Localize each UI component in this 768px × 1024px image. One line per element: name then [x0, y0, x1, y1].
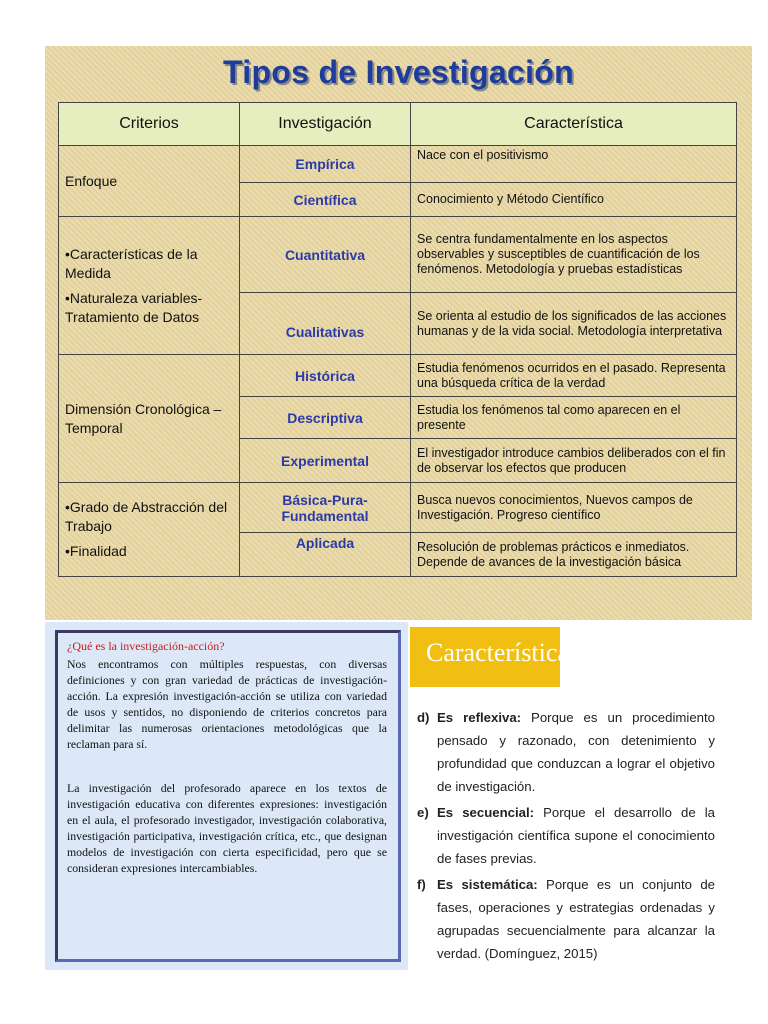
tipos-table — [58, 102, 737, 577]
criterio-text: •Grado de Abstracción del Trabajo — [65, 499, 228, 534]
table-header-row — [59, 103, 737, 146]
caracteristica-cell: Estudia los fenómenos tal como aparecen en el presente — [411, 397, 737, 439]
caracteristica-cell: Se centra fundamentalmente en los aspectos observables y susceptibles de cuantificación de los fenómenos. Metodología y pruebas estadísticas — [411, 217, 737, 293]
tipo-cell: Experimental — [240, 439, 411, 483]
table-row — [59, 355, 737, 397]
item-marker: f) — [417, 877, 426, 892]
item-marker: e) — [417, 805, 429, 820]
tipo-cell: Cualitativas — [240, 293, 411, 355]
caracteristica-cell: Se orienta al estudio de los significados de las acciones humanas y de la vida social. Metodología interpretativa — [411, 293, 737, 355]
caracteristicas-heading-box — [410, 627, 580, 687]
criterio-cell — [59, 483, 240, 577]
criterio-text: Dimensión Cronológica – Temporal — [65, 400, 222, 436]
item-term: Es reflexiva: — [437, 710, 522, 725]
caracteristica-cell: El investigador introduce cambios deliberados con el fin de observar los efectos que producen — [411, 439, 737, 483]
investigacion-accion-panel — [45, 622, 408, 970]
criterio-cell — [59, 146, 240, 217]
item-term: Es sistemática: — [437, 877, 538, 892]
tipo-cell: Científica — [240, 183, 411, 217]
table-row — [59, 483, 737, 533]
criterio-cell — [59, 217, 240, 355]
tipo-cell: Descriptiva — [240, 397, 411, 439]
caracteristica-cell: Busca nuevos conocimientos, Nuevos campos de Investigación. Progreso científico — [411, 483, 737, 533]
caracteristica-cell: Estudia fenómenos ocurridos en el pasado. Representa una búsqueda crítica de la verdad — [411, 355, 737, 397]
accion-question: ¿Qué es la investigación-acción? — [67, 639, 225, 653]
accion-paragraph-2: La investigación del profesorado aparece en los textos de investigación educativa con diferentes expresiones: investigación en el aula, el profesorado investigador, investigación colaborativa, investigación participativa, investigación crítica, etc., que designan modelos de investigación con cierta especificidad, pero que se consideran expresiones intercambiables. — [67, 781, 387, 875]
accion-paragraph-1: Nos encontramos con múltiples respuestas, con diversas definiciones y con gran variedad de prácticas de investigación-acción. La expresión investigación-acción se utiliza con variedad de usos y sentidos, no disponiendo de criterios concretos para delimitar las numerosas orientaciones metodológicas que la reclaman para sí. — [67, 657, 387, 751]
tipo-cell: Histórica — [240, 355, 411, 397]
header-caracteristica: Característica — [411, 103, 737, 146]
header-investigacion: Investigación — [240, 103, 411, 146]
list-item — [415, 873, 715, 965]
item-text: Porque el desarrollo de la investigación científica supone el conocimiento de fases previas. — [437, 805, 715, 866]
caracteristica-cell: Nace con el positivismo — [411, 146, 737, 183]
tipo-cell: Cuantitativa — [240, 217, 411, 293]
caracteristica-cell: Resolución de problemas prácticos e inmediatos. Depende de avances de la investigación básica — [411, 533, 737, 577]
tipo-cell: Empírica — [240, 146, 411, 183]
table-row — [59, 146, 737, 183]
tipo-cell: Básica-Pura-Fundamental — [240, 483, 411, 533]
header-criterios: Criterios — [59, 103, 240, 146]
caracteristicas-heading: Características — [426, 638, 580, 667]
list-item — [415, 706, 715, 798]
list-item — [415, 801, 715, 870]
criterio-text: Enfoque — [65, 172, 118, 189]
item-marker: d) — [417, 710, 430, 725]
caracteristica-cell: Conocimiento y Método Científico — [411, 183, 737, 217]
criterio-text: •Finalidad — [65, 543, 127, 559]
table-row — [59, 217, 737, 293]
item-term: Es secuencial: — [437, 805, 535, 820]
criterio-cell — [59, 355, 240, 483]
criterio-text: •Características de la Medida — [65, 245, 198, 281]
item-text: Porque es un conjunto de fases, operaciones y estrategias ordenadas y agrupadas secuencialmente para alcanzar la verdad. (Domínguez, 2015) — [437, 877, 716, 961]
tipos-investigacion-slide — [45, 46, 752, 620]
caracteristicas-list — [415, 706, 715, 968]
item-text: Porque es un procedimiento pensado y razonado, con detenimiento y profundidad que conduzcan a lograr el objetivo de investigación. — [437, 710, 715, 794]
slide-title: Tipos de Investigación — [223, 54, 574, 90]
criterio-text: •Naturaleza variables-Tratamiento de Datos — [65, 289, 203, 325]
tipo-cell: Aplicada — [240, 533, 411, 577]
